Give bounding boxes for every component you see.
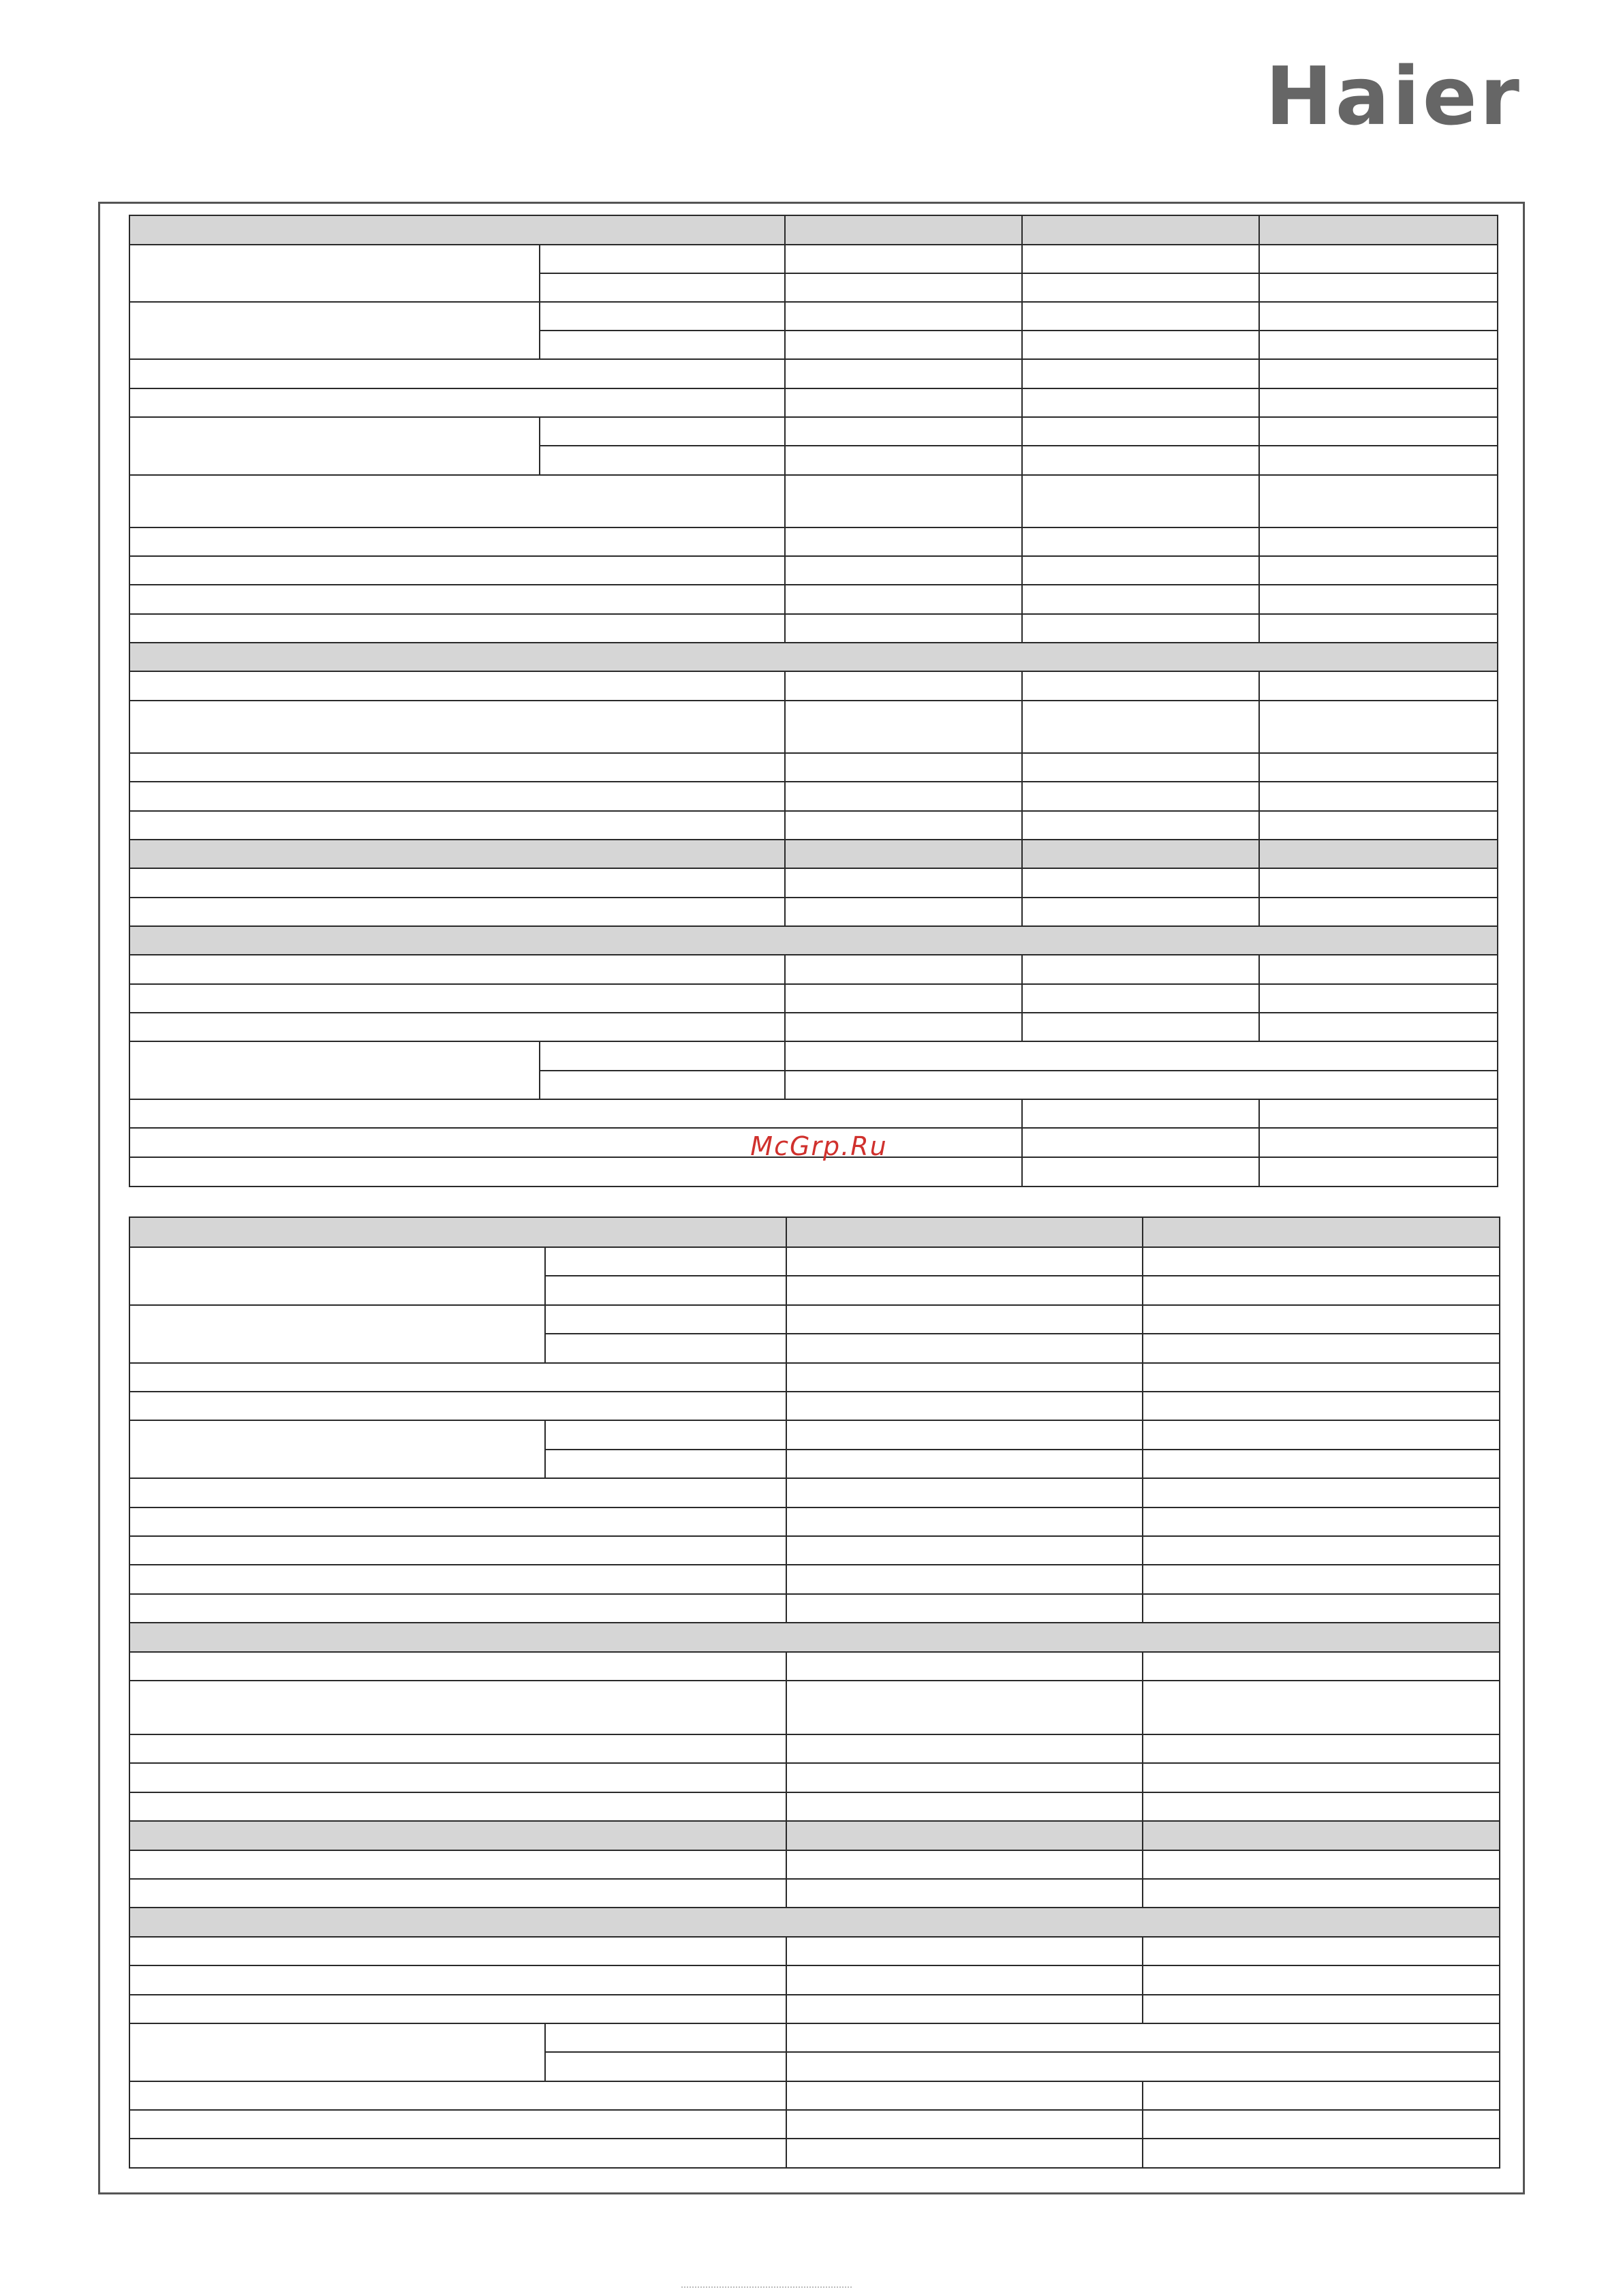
section-header-row xyxy=(129,840,1498,868)
table-row xyxy=(129,1507,1500,1536)
haier-logo: Haier xyxy=(1265,49,1522,143)
table-row xyxy=(129,585,1498,614)
table-row xyxy=(129,1013,1498,1041)
table-row xyxy=(129,388,1498,417)
table-row xyxy=(129,245,1498,273)
table-row xyxy=(129,2110,1500,2139)
table-row xyxy=(129,782,1498,811)
section-header-row xyxy=(129,1821,1500,1850)
table-row xyxy=(129,1363,1500,1392)
table-row xyxy=(129,1594,1500,1623)
table-row xyxy=(129,1041,1498,1071)
table-row xyxy=(129,753,1498,782)
table-row xyxy=(129,1879,1500,1908)
table-row xyxy=(129,302,1498,331)
table-row xyxy=(129,868,1498,898)
table-row xyxy=(129,898,1498,926)
table-row xyxy=(129,1157,1498,1187)
table-row xyxy=(129,614,1498,643)
section-header-row xyxy=(129,1908,1500,1937)
table-row xyxy=(129,2081,1500,2110)
watermark-text: McGrp.Ru xyxy=(750,1131,888,1161)
table-row xyxy=(129,2023,1500,2052)
table-row xyxy=(129,1937,1500,1965)
table-row xyxy=(129,556,1498,585)
section-header-row xyxy=(129,926,1498,955)
table-row xyxy=(129,417,1498,446)
table-row xyxy=(129,811,1498,840)
table-row xyxy=(129,955,1498,984)
table-row xyxy=(129,1478,1500,1507)
spec-table-1 xyxy=(129,215,1498,1187)
table-row xyxy=(129,1305,1500,1334)
table-row xyxy=(129,1792,1500,1821)
table-row xyxy=(129,1652,1500,1681)
table-header-row xyxy=(129,1217,1500,1247)
spec-table-2 xyxy=(129,1216,1500,2169)
table-row xyxy=(129,671,1498,701)
table-row xyxy=(129,527,1498,556)
table-row xyxy=(129,1995,1500,2023)
table-row xyxy=(129,701,1498,753)
section-header-row xyxy=(129,1623,1500,1652)
table-row xyxy=(129,1763,1500,1792)
table-row xyxy=(129,475,1498,527)
table-row xyxy=(129,1099,1498,1128)
table-row xyxy=(129,1681,1500,1734)
table-row xyxy=(129,1392,1500,1420)
table-header-row xyxy=(129,215,1498,245)
table-row xyxy=(129,1536,1500,1565)
table-row xyxy=(129,1420,1500,1450)
table-row xyxy=(129,1247,1500,1276)
table-row xyxy=(129,1850,1500,1879)
table-row xyxy=(129,359,1498,388)
table-row xyxy=(129,1565,1500,1594)
table-row xyxy=(129,1965,1500,1995)
table-row xyxy=(129,984,1498,1013)
footer-mark xyxy=(681,2286,852,2292)
table-row xyxy=(129,1734,1500,1763)
section-header-row xyxy=(129,643,1498,671)
table-row xyxy=(129,2139,1500,2168)
